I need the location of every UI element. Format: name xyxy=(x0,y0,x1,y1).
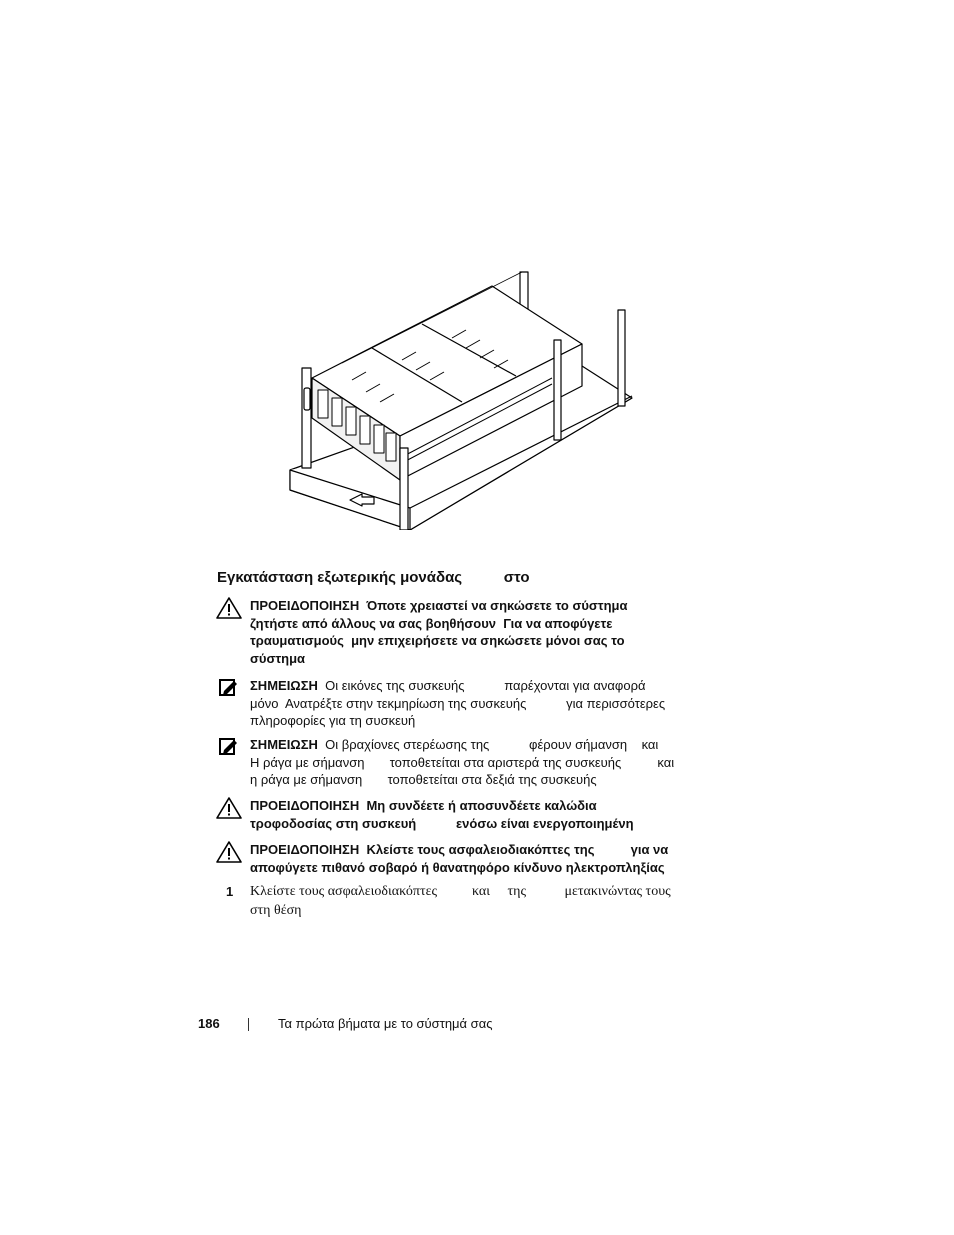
warning-text: Κλείστε τους ασφαλειοδιακόπτες της για να αποφύγετε πιθανό σοβαρό ή θανατηφόρο κίνδυνο ηλεκτροπληξίας xyxy=(250,842,669,875)
note-label: ΣΗΜΕΙΩΣΗ xyxy=(250,678,318,693)
warning-label: ΠΡΟΕΙΔΟΠΟΙΗΣΗ xyxy=(250,798,360,813)
note-notice xyxy=(216,677,716,733)
note-label: ΣΗΜΕΙΩΣΗ xyxy=(250,737,318,752)
section-heading: Εγκατάσταση εξωτερικής μονάδας στο xyxy=(217,569,530,586)
step-text: Κλείστε τους ασφαλειοδιακόπτες και της μετακινώντας τους στη θέση xyxy=(250,884,671,918)
warning-text: Όποτε χρειαστεί να σηκώσετε το σύστημα ζητήστε από άλλους να σας βοηθήσουν Για να αποφύγετε τραυματισμούς μην επιχειρήσετε να σηκώσετε μόνοι σας το σύστημα xyxy=(250,598,628,666)
footer-divider xyxy=(248,1018,249,1031)
note-text: Οι εικόνες της συσκευής παρέχονται για αναφορά μόνο Ανατρέξτε στην τεκμηρίωση της συσκευής για περισσότερες πληροφορίες για τη συσκευή xyxy=(250,678,666,728)
step-number: 1 xyxy=(226,884,234,899)
rack-server-illustration xyxy=(282,268,652,530)
page-number: 186 xyxy=(198,1016,220,1031)
warning-notice xyxy=(216,841,716,879)
note-text: Οι βραχίονες στερέωσης της φέρουν σήμανση και Η ράγα με σήμανση τοποθετείται στα αριστερά της συσκευής και η ράγα με σήμανση τοποθετείται στα δεξιά της συσκευής xyxy=(250,737,675,787)
warning-triangle-icon xyxy=(216,841,242,863)
note-notice xyxy=(216,736,716,792)
warning-notice xyxy=(216,597,716,669)
warning-label: ΠΡΟΕΙΔΟΠΟΙΗΣΗ xyxy=(250,598,360,613)
warning-text: Μη συνδέετε ή αποσυνδέετε καλώδια τροφοδοσίας στη συσκευή ενόσω είναι ενεργοποιημένη xyxy=(250,798,634,831)
footer-title: Τα πρώτα βήματα με το σύστημά σας xyxy=(278,1016,493,1031)
warning-triangle-icon xyxy=(216,597,242,619)
warning-triangle-icon xyxy=(216,797,242,819)
note-pencil-icon xyxy=(216,736,242,758)
step-item xyxy=(226,882,726,922)
note-pencil-icon xyxy=(216,677,242,699)
warning-notice xyxy=(216,797,716,835)
warning-label: ΠΡΟΕΙΔΟΠΟΙΗΣΗ xyxy=(250,842,360,857)
page-footer xyxy=(198,1016,598,1036)
